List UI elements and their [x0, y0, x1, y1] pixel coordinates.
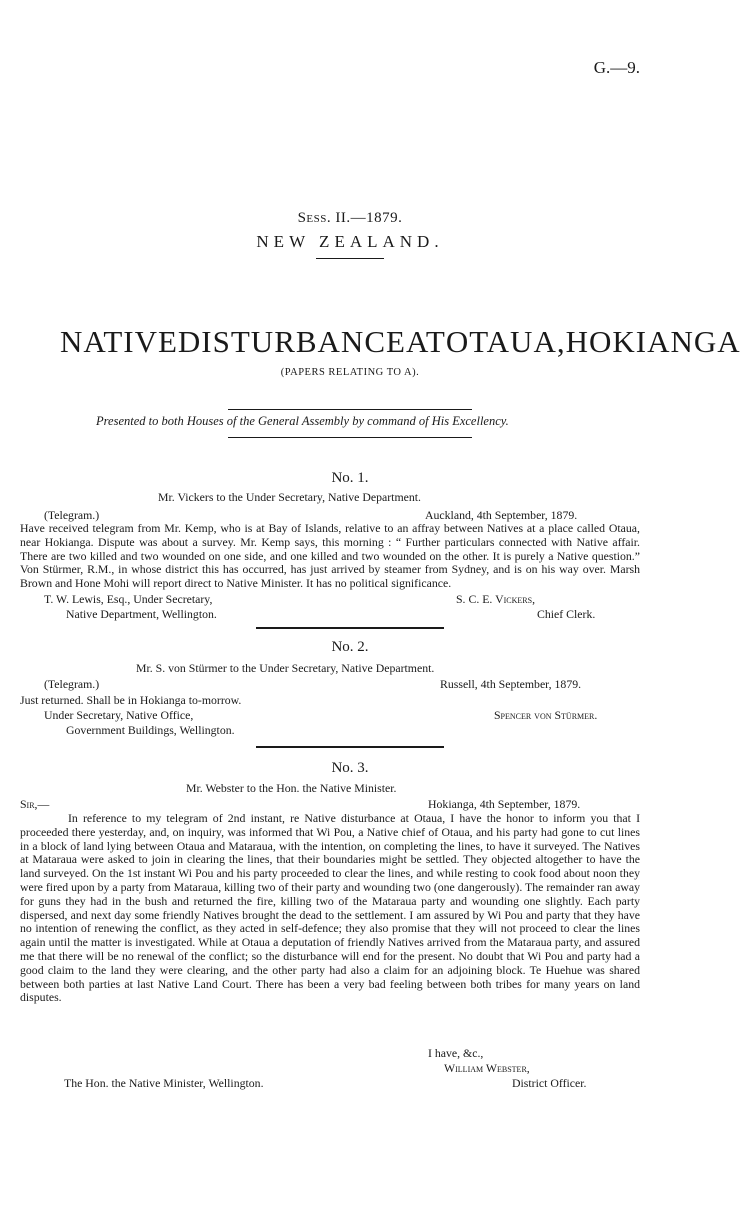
doc3-signature-title: District Officer.: [512, 1076, 587, 1090]
doc1-place-date: Auckland, 4th September, 1879.: [425, 508, 578, 522]
doc1-signature-title: Chief Clerk.: [537, 607, 596, 621]
divider: [228, 437, 472, 438]
doc2-heading: Mr. S. von Stürmer to the Under Secretary, Native Department.: [136, 661, 435, 675]
section-divider: [256, 746, 444, 748]
doc3-closing: I have, &c.,: [428, 1046, 484, 1060]
doc2-number: No. 2.: [331, 639, 369, 655]
divider: [228, 409, 472, 410]
title-word: NATIVE: [60, 324, 178, 359]
doc3-heading: Mr. Webster to the Hon. the Native Minister.: [186, 781, 397, 795]
doc2-signature: Spencer von Stürmer.: [494, 708, 598, 722]
divider: [316, 258, 384, 259]
doc1-body: [20, 522, 640, 591]
doc1-body-text: Have received telegram from Mr. Kemp, who is at Bay of Islands, relative to an affray between Natives at a place called Otaua, near Hokianga. Dispute was about a survey. Mr. Kemp says, this morning : “ Further particulars connected with Native affair. There are two killed and two wounded on one side, and one killed and two wounded on the other. It is purely a Native question.” Von Stürmer, R.M., in whose district this has occurred, has just arrived by steamer from Sydney, and is on his way over. Marsh Brown and Hone Mohi will report direct to Native Minister. It has no political significance.: [20, 521, 640, 591]
document-title: [60, 324, 741, 360]
doc2-body: Just returned. Shall be in Hokianga to-morrow.: [20, 693, 242, 707]
country-heading: NEW ZEALAND.: [256, 232, 444, 251]
subtitle: (PAPERS RELATING TO A).: [280, 367, 420, 378]
doc3-number: No. 3.: [331, 760, 369, 776]
title-word: AT: [405, 324, 446, 359]
presented-line: Presented to both Houses of the General Assembly by command of His Excellency.: [96, 414, 509, 428]
page-reference: G.—9.: [593, 58, 640, 77]
doc3-salutation: Sir,—: [20, 797, 50, 811]
doc1-type: (Telegram.): [44, 508, 100, 522]
doc1-signature: S. C. E. Vickers,: [456, 592, 536, 606]
doc2-place-date: Russell, 4th September, 1879.: [440, 677, 582, 691]
title-word: DISTURBANCE: [177, 324, 406, 359]
doc1-heading: Mr. Vickers to the Under Secretary, Native Department.: [158, 490, 421, 504]
doc3-addressee: The Hon. the Native Minister, Wellington.: [64, 1076, 264, 1090]
session-line: Sess. II.—1879.: [297, 210, 403, 226]
doc2-addressee-dept: Government Buildings, Wellington.: [66, 723, 235, 737]
doc2-type: (Telegram.): [44, 677, 100, 691]
doc3-body: [20, 812, 640, 1005]
doc3-body-text: In reference to my telegram of 2nd instant, re Native disturbance at Otaua, I have the honor to inform you that I proceeded there yesterday, and, on inquiry, was informed that Wi Pou, a Native chief of Otaua, and his party had gone to cut lines in a block of land lying between Otaua and Mataraua, with the intention, on completing the lines, to have it surveyed. The Natives at Mataraua were asked to join in clearing the lines, that their boundaries might be settled. They objected altogether to have the land surveyed. On the 1st instant Wi Pou and his party proceeded to clear the lines, and while resting to cook food about noon they were fired upon by a party from Mataraua, killing two of their party and wounding two (one dangerously). The remainder ran away for guns they had in the bush and returned the fire, killing two of the Mataraua party and wounding one slightly. Each party dispersed, and next day some friendly Natives brought the dead to the settlement. I am assured by Wi Pou and party that they have no intention of renewing the conflict, as they acted in self-defence; they also promise that they will not proceed to clear the lines again until the matter is investigated. While at Otaua a deputation of friendly Natives arrived from the Mataraua party, and assured me that there will be no renewal of the conflict; so the disturbance will end for the present. No doubt that Wi Pou and party had a good claim to the land they were clearing, and the other party had also a claim for an adjoining block. Te Huehue was shared between both parties at last Native Land Court. There has been a very bad feeling between both tribes for many years on land disputes.: [20, 811, 640, 1005]
doc1-addressee-dept: Native Department, Wellington.: [66, 607, 217, 621]
doc1-addressee: T. W. Lewis, Esq., Under Secretary,: [44, 592, 213, 606]
title-word: OTAUA,: [445, 324, 566, 359]
doc1-number: No. 1.: [331, 470, 369, 486]
title-word: HOKIANGA: [565, 324, 741, 359]
doc3-signature: William Webster,: [444, 1061, 530, 1075]
doc3-place-date: Hokianga, 4th September, 1879.: [428, 797, 581, 811]
doc2-addressee: Under Secretary, Native Office,: [44, 708, 194, 722]
section-divider: [256, 627, 444, 629]
